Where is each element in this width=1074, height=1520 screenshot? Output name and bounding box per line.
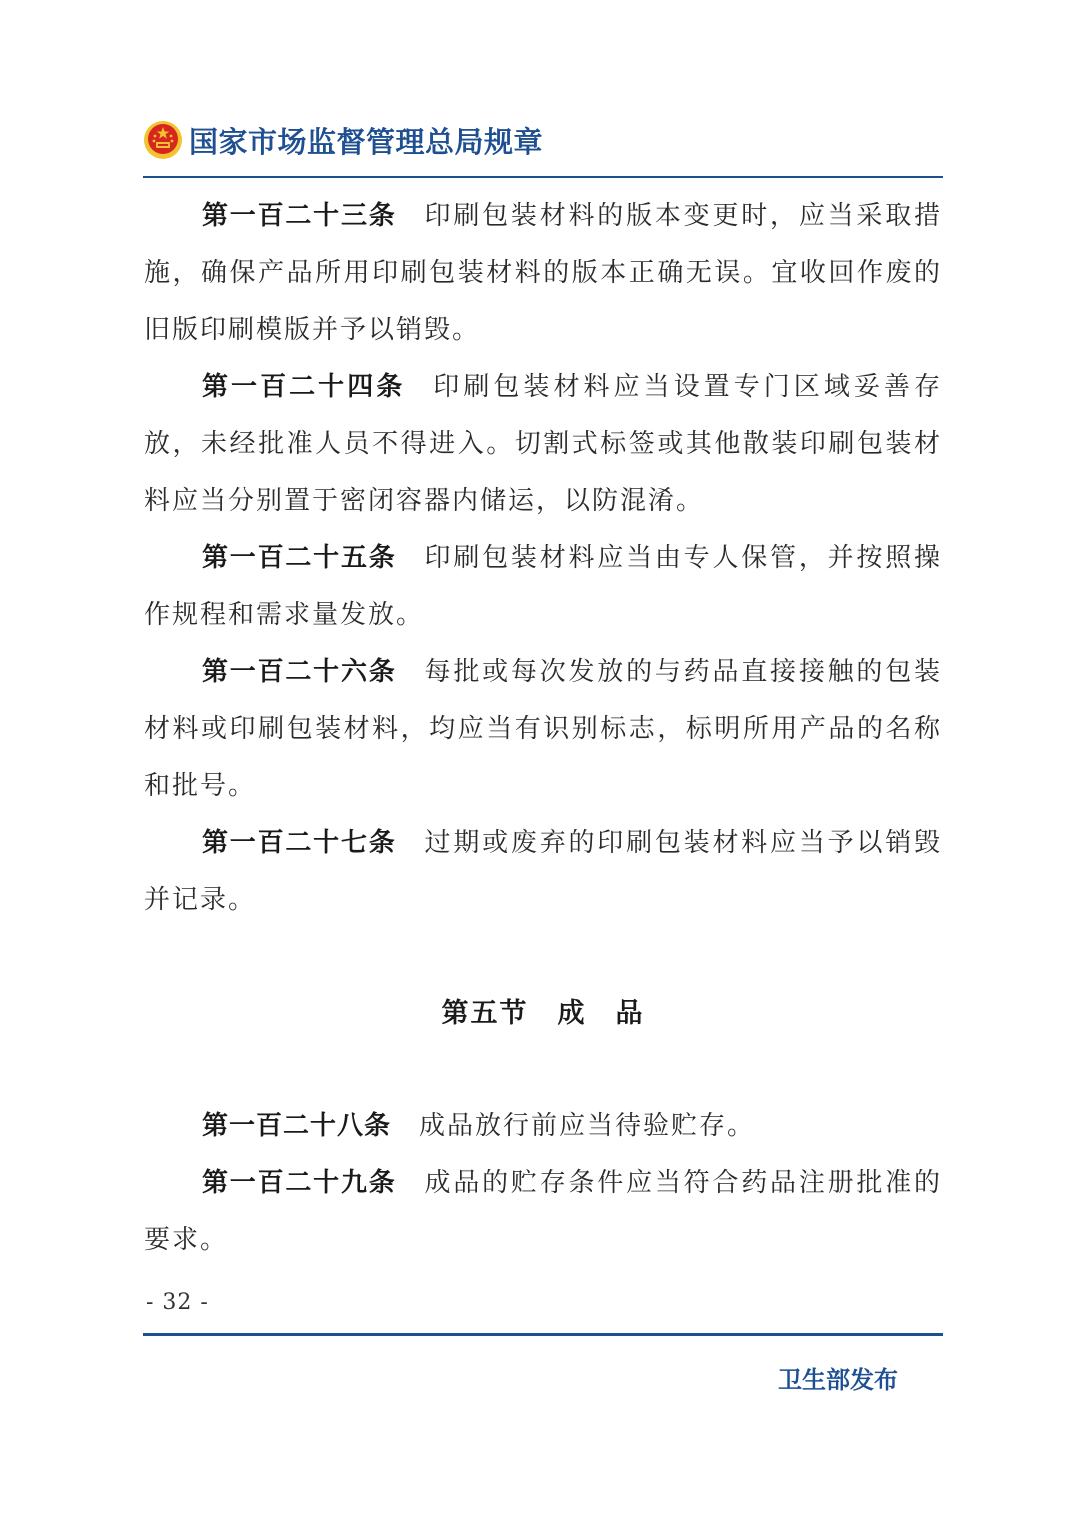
article-number: 第一百二十五条 [202,543,397,573]
publisher-label: 卫生部发布 [778,1366,898,1394]
document-header [143,112,943,168]
section-heading: 第五节 成 品 [441,998,645,1029]
article-124 [144,359,942,530]
article-number: 第一百二十四条 [202,372,406,402]
article-text: 过期或废弃的印刷包装材料应当予以销毁并记录。 [144,828,942,915]
article-128 [144,1098,942,1155]
article-127 [144,815,942,929]
article-number: 第一百二十九条 [202,1168,397,1198]
article-129 [144,1155,942,1269]
article-123 [144,188,942,359]
article-number: 第一百二十六条 [202,657,397,687]
article-number: 第一百二十八条 [202,1111,392,1141]
header-title: 国家市场监督管理总局规章 [189,124,544,159]
article-text: 成品的贮存条件应当符合药品注册批准的要求。 [144,1168,942,1255]
article-text: 印刷包装材料应当设置专门区域妥善存放，未经批准人员不得进入。切割式标签或其他散装印刷包装材料应当分别置于密闭容器内储运，以防混淆。 [144,372,942,516]
document-body [144,188,942,1269]
article-number: 第一百二十三条 [202,201,397,231]
article-text: 印刷包装材料应当由专人保管，并按照操作规程和需求量发放。 [144,543,942,630]
national-emblem-icon [143,120,183,160]
article-number: 第一百二十七条 [202,828,397,858]
article-125 [144,530,942,644]
footer-divider [143,1333,943,1336]
article-text: 每批或每次发放的与药品直接接触的包装材料或印刷包装材料，均应当有识别标志，标明所用产品的名称和批号。 [144,657,942,801]
page-number: - 32 - [146,1290,209,1315]
article-text: 印刷包装材料的版本变更时，应当采取措施，确保产品所用印刷包装材料的版本正确无误。宜收回作废的旧版印刷模版并予以销毁。 [144,201,942,345]
header-divider [143,176,943,178]
article-text: 成品放行前应当待验贮存。 [419,1111,756,1141]
article-126 [144,644,942,815]
